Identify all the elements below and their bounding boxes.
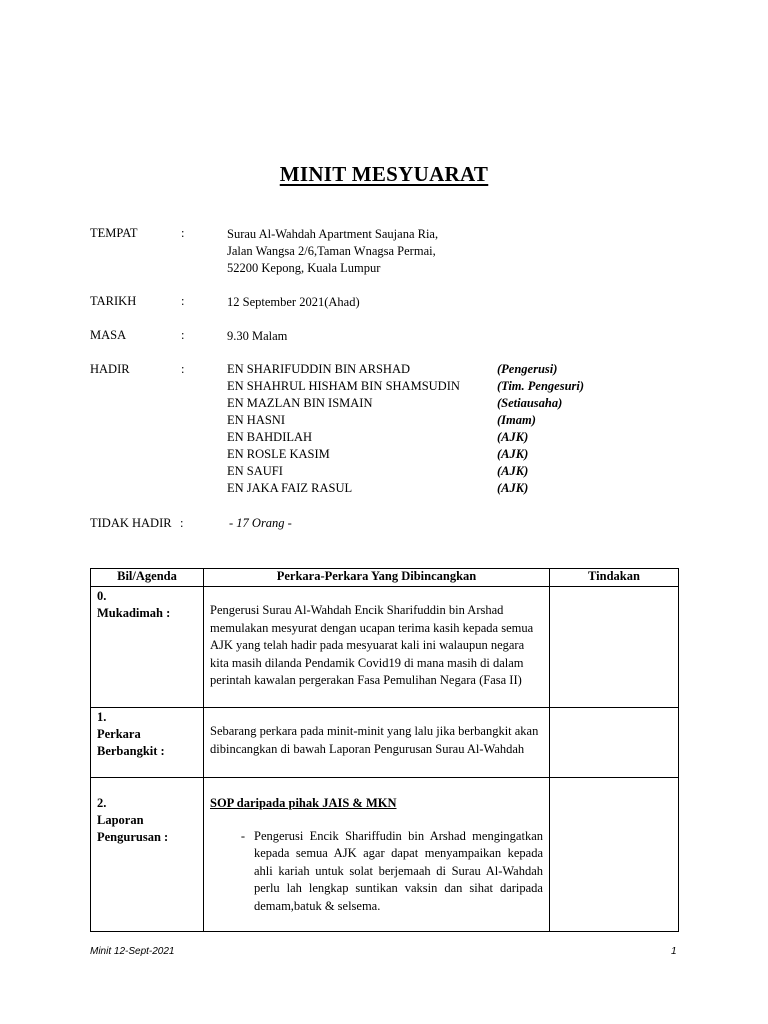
masa-colon: : <box>181 328 185 342</box>
tidak-hadir-label: TIDAK HADIR <box>90 516 172 530</box>
agenda-title: Mukadimah : <box>97 606 171 620</box>
masa-value: 9.30 Malam <box>227 329 288 343</box>
table-row <box>91 587 679 708</box>
attendee-row <box>227 379 647 396</box>
agenda-cell <box>91 587 204 708</box>
header-tindakan: Tindakan <box>550 569 679 587</box>
attendee-name: EN HASNI <box>227 413 285 427</box>
tarikh-colon: : <box>181 294 185 308</box>
sop-heading: SOP daripada pihak JAIS & MKN <box>210 796 397 810</box>
page-number: 1 <box>671 946 677 957</box>
attendee-row <box>227 362 647 379</box>
attendee-name: EN SAUFI <box>227 464 283 478</box>
table-row <box>91 778 679 932</box>
attendee-role: (Imam) <box>497 413 536 427</box>
bullet-text: Pengerusi Encik Shariffudin bin Arshad mengingatkan kepada semua AJK agar dapat menyampaikan kepada ahli kariah untuk solat berjemaah di Surau Al-Wahdah perlu lah lengkap suntikan vaksin dan sihat daripada demam,batuk & selsema. <box>254 828 543 913</box>
agenda-number: 0. <box>97 589 107 603</box>
perkara-text: Sebarang perkara pada minit-minit yang lalu jika berbangkit akan dibincangkan di bawah Laporan Pengurusan Surau Al-Wahdah <box>210 724 539 756</box>
attendee-row <box>227 413 647 430</box>
minutes-table <box>90 568 679 932</box>
agenda-cell <box>91 778 204 932</box>
attendee-name: EN ROSLE KASIM <box>227 447 330 461</box>
attendee-row <box>227 464 647 481</box>
tarikh-value: 12 September 2021(Ahad) <box>227 295 360 309</box>
hadir-colon: : <box>181 362 185 376</box>
attendee-row <box>227 447 647 464</box>
footer-label: Minit 12-Sept-2021 <box>90 946 175 957</box>
attendee-role: (Pengerusi) <box>497 362 558 376</box>
tarikh-label: TARIKH <box>90 294 137 308</box>
attendee-role: (AJK) <box>497 430 529 444</box>
tempat-line-2: Jalan Wangsa 2/6,Taman Wnagsa Permai, <box>227 244 436 258</box>
tidak-hadir-colon: : <box>180 516 184 530</box>
masa-label: MASA <box>90 328 127 342</box>
tidak-hadir-value: - 17 Orang - <box>229 516 292 530</box>
agenda-number: 1. <box>97 710 107 724</box>
perkara-cell <box>204 587 550 708</box>
tindakan-cell <box>550 778 679 932</box>
agenda-number: 2. <box>97 796 107 810</box>
attendee-role: (Tim. Pengesuri) <box>497 379 585 393</box>
perkara-cell <box>204 708 550 778</box>
attendee-name: EN JAKA FAIZ RASUL <box>227 481 353 495</box>
attendee-name: EN SHAHRUL HISHAM BIN SHAMSUDIN <box>227 379 460 393</box>
tindakan-cell <box>550 708 679 778</box>
agenda-title-line-1: Laporan <box>97 813 144 827</box>
attendee-row <box>227 396 647 413</box>
perkara-cell <box>204 778 550 932</box>
bullet-item <box>210 828 543 916</box>
attendee-role: (AJK) <box>497 481 529 495</box>
tempat-label: TEMPAT <box>90 226 138 240</box>
attendee-row <box>227 430 647 447</box>
perkara-text: Pengerusi Surau Al-Wahdah Encik Sharifuddin bin Arshad memulakan mesyurat dengan ucapan terima kasih kepada semua AJK yang telah hadir pada mesyuarat kali ini walaupun negara kita masih dilanda Pendamik Covid19 di mana masih di dalam perintah kawalan pergerakan Fasa Pemulihan Negara (Fasa II) <box>210 603 534 687</box>
attendee-role: (AJK) <box>497 447 529 461</box>
document-title: MINIT MESYUARAT <box>279 162 489 186</box>
tempat-colon: : <box>181 226 185 240</box>
agenda-title-line-1: Perkara <box>97 727 141 741</box>
attendee-role: (AJK) <box>497 464 529 478</box>
agenda-cell <box>91 708 204 778</box>
attendee-role: (Setiausaha) <box>497 396 563 410</box>
hadir-label: HADIR <box>90 362 130 376</box>
tindakan-cell <box>550 587 679 708</box>
agenda-title-line-2: Pengurusan : <box>97 830 169 844</box>
table-row <box>91 708 679 778</box>
attendee-name: EN BAHDILAH <box>227 430 313 444</box>
tempat-line-1: Surau Al-Wahdah Apartment Saujana Ria, <box>227 227 439 241</box>
table-header-row <box>91 569 679 587</box>
attendee-name: EN MAZLAN BIN ISMAIN <box>227 396 373 410</box>
tempat-line-3: 52200 Kepong, Kuala Lumpur <box>227 261 381 275</box>
header-perkara: Perkara-Perkara Yang Dibincangkan <box>204 569 550 587</box>
attendee-name: EN SHARIFUDDIN BIN ARSHAD <box>227 362 411 376</box>
attendee-row <box>227 481 647 498</box>
bullet-dash: - <box>240 828 245 843</box>
header-bil-agenda: Bil/Agenda <box>91 569 204 587</box>
agenda-title-line-2: Berbangkit : <box>97 744 165 758</box>
